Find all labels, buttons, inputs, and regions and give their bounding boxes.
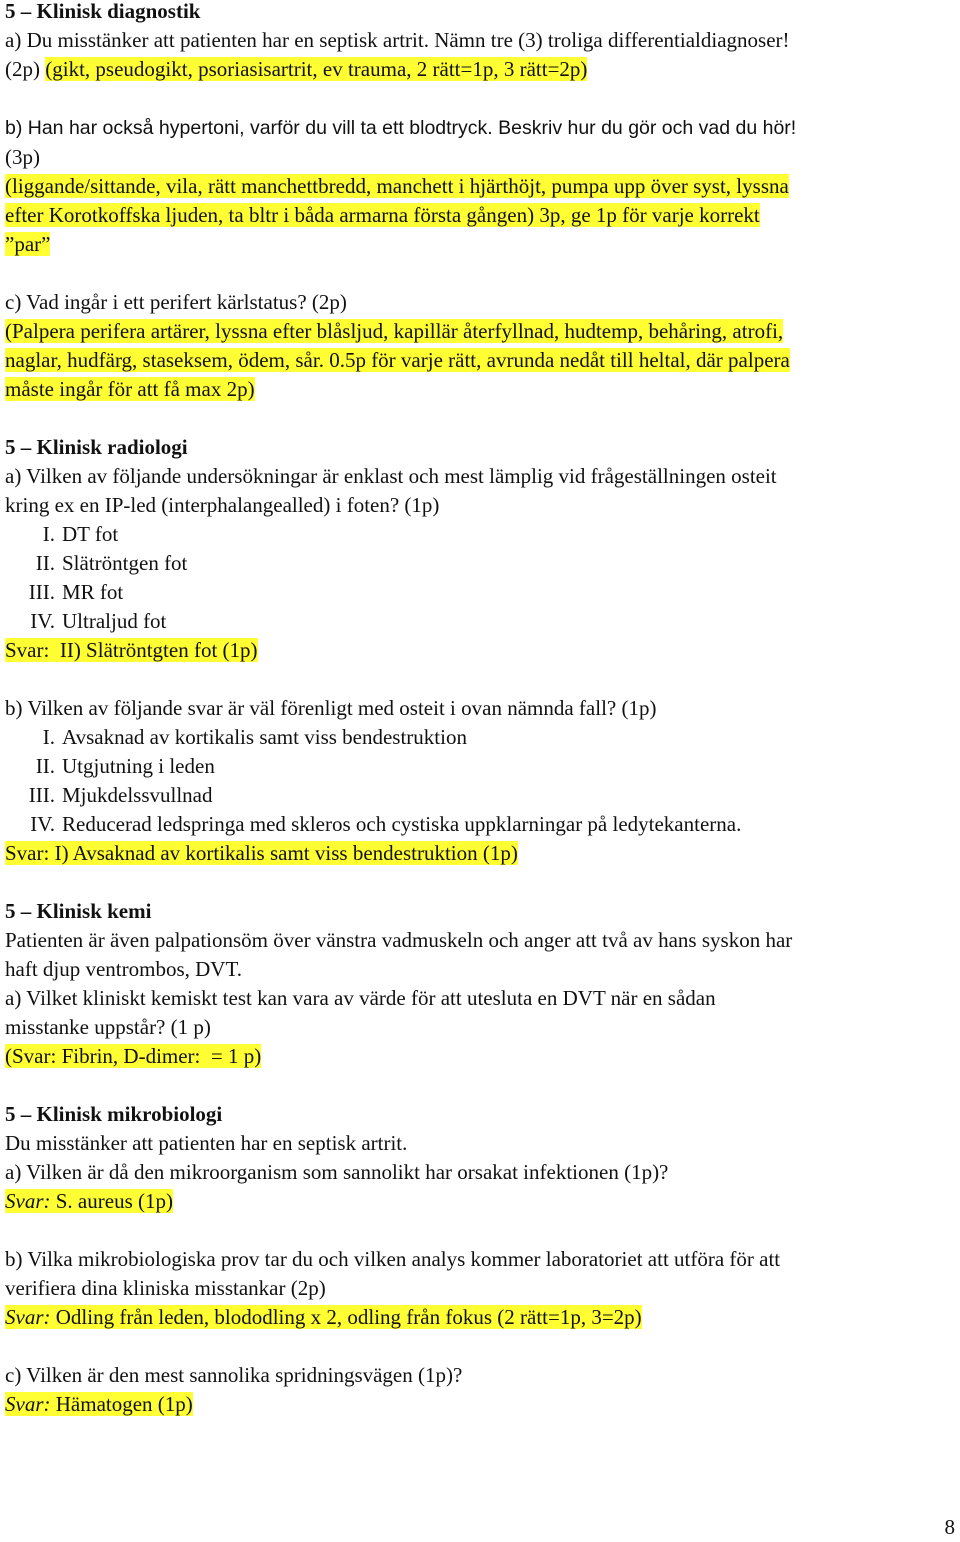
points-1b: (3p)	[5, 145, 40, 169]
option-2a-4: IV. Ultraljud fot	[30, 609, 167, 633]
answer-4a: Svar: S. aureus (1p)	[5, 1189, 173, 1213]
page-number: 8	[944, 1515, 955, 1539]
answer-1a: (gikt, pseudogikt, psoriasisartrit, ev trauma, 2 rätt=1p, 3 rätt=2p)	[45, 57, 588, 81]
answer-1b-line-1: (liggande/sittande, vila, rätt manchettbredd, manchett i hjärthöjt, pumpa upp över syst, lyssna	[5, 174, 789, 198]
question-4b-line-2: verifiera dina kliniska misstankar (2p)	[5, 1276, 326, 1300]
option-2a-2: II. Slätröntgen fot	[35, 551, 188, 575]
question-4c: c) Vilken är den mest sannolika spridningsvägen (1p)?	[5, 1363, 463, 1387]
option-2b-4: IV. Reducerad ledspringa med skleros och cystiska uppklarningar på ledytekanterna.	[30, 812, 742, 836]
heading-klinisk-diagnostik: 5 – Klinisk diagnostik	[5, 0, 201, 23]
intro-3-line-1: Patienten är även palpationsöm över vänstra vadmuskeln och anger att två av hans syskon har	[5, 928, 793, 952]
question-1a: a) Du misstänker att patienten har en septisk artrit. Nämn tre (3) troliga differentialdiagnoser!	[5, 28, 790, 52]
document-page	[5, 0, 955, 1419]
answer-4b: Svar: Odling från leden, blododling x 2, odling från fokus (2 rätt=1p, 3=2p)	[5, 1305, 642, 1329]
question-2b: b) Vilken av följande svar är väl förenligt med osteit i ovan nämnda fall? (1p)	[5, 696, 657, 720]
question-1c: c) Vad ingår i ett perifert kärlstatus? (2p)	[5, 290, 347, 314]
question-2a-line-2: kring ex en IP-led (interphalangealled) i foten? (1p)	[5, 493, 440, 517]
heading-klinisk-mikrobiologi: 5 – Klinisk mikrobiologi	[5, 1102, 223, 1126]
points-1a: (2p)	[5, 57, 46, 81]
answer-1c-line-3: måste ingår för att få max 2p)	[5, 377, 255, 401]
option-2b-3: III. Mjukdelssvullnad	[28, 783, 213, 807]
answer-1c-line-2: naglar, hudfärg, staseksem, ödem, sår. 0.5p för varje rätt, avrunda nedåt till heltal, där palpera	[5, 348, 790, 372]
option-2a-3: III. MR fot	[28, 580, 124, 604]
answer-2b: Svar: I) Avsaknad av kortikalis samt viss bendestruktion (1p)	[5, 841, 518, 865]
question-1b-line	[5, 113, 955, 143]
heading-klinisk-kemi: 5 – Klinisk kemi	[5, 899, 152, 923]
question-4a: a) Vilken är då den mikroorganism som sannolikt har orsakat infektionen (1p)?	[5, 1160, 669, 1184]
question-3a-line-2: misstanke uppstår? (1 p)	[5, 1015, 211, 1039]
answer-2a: Svar: II) Slätröntgten fot (1p)	[5, 638, 258, 662]
answer-3a: (Svar: Fibrin, D-dimer: = 1 p)	[5, 1044, 262, 1068]
answer-label-4a: Svar:	[5, 1189, 51, 1213]
intro-3-line-2: haft djup ventrombos, DVT.	[5, 957, 242, 981]
option-2b-2: II. Utgjutning i leden	[35, 754, 215, 778]
answer-label-4b: Svar:	[5, 1305, 51, 1329]
intro-4: Du misstänker att patienten har en septisk artrit.	[5, 1131, 408, 1155]
answer-4c: Svar: Hämatogen (1p)	[5, 1392, 193, 1416]
answer-1b-line-3: ”par”	[5, 232, 51, 256]
answer-1c-line-1: (Palpera perifera artärer, lyssna efter blåsljud, kapillär återfyllnad, hudtemp, behåring, atrofi,	[5, 319, 784, 343]
answer-1a-line	[5, 55, 955, 84]
question-2a-line-1: a) Vilken av följande undersökningar är enklast och mest lämplig vid frågeställningen osteit	[5, 464, 777, 488]
question-1b: b) Han har också hypertoni, varför du vill ta ett blodtryck. Beskriv hur du gör och vad du hör!	[5, 117, 797, 139]
option-2b-1: I. Avsaknad av kortikalis samt viss bendestruktion	[42, 725, 467, 749]
heading-klinisk-radiologi: 5 – Klinisk radiologi	[5, 435, 188, 459]
answer-label-4c: Svar:	[5, 1392, 51, 1416]
option-2a-1: I. DT fot	[42, 522, 119, 546]
question-4b-line-1: b) Vilka mikrobiologiska prov tar du och vilken analys kommer laboratoriet att utföra för att	[5, 1247, 781, 1271]
question-3a-line-1: a) Vilket kliniskt kemiskt test kan vara av värde för att utesluta en DVT när en sådan	[5, 986, 716, 1010]
answer-1b-line-2: efter Korotkoffska ljuden, ta bltr i båda armarna första gången) 3p, ge 1p för varje korrekt	[5, 203, 760, 227]
